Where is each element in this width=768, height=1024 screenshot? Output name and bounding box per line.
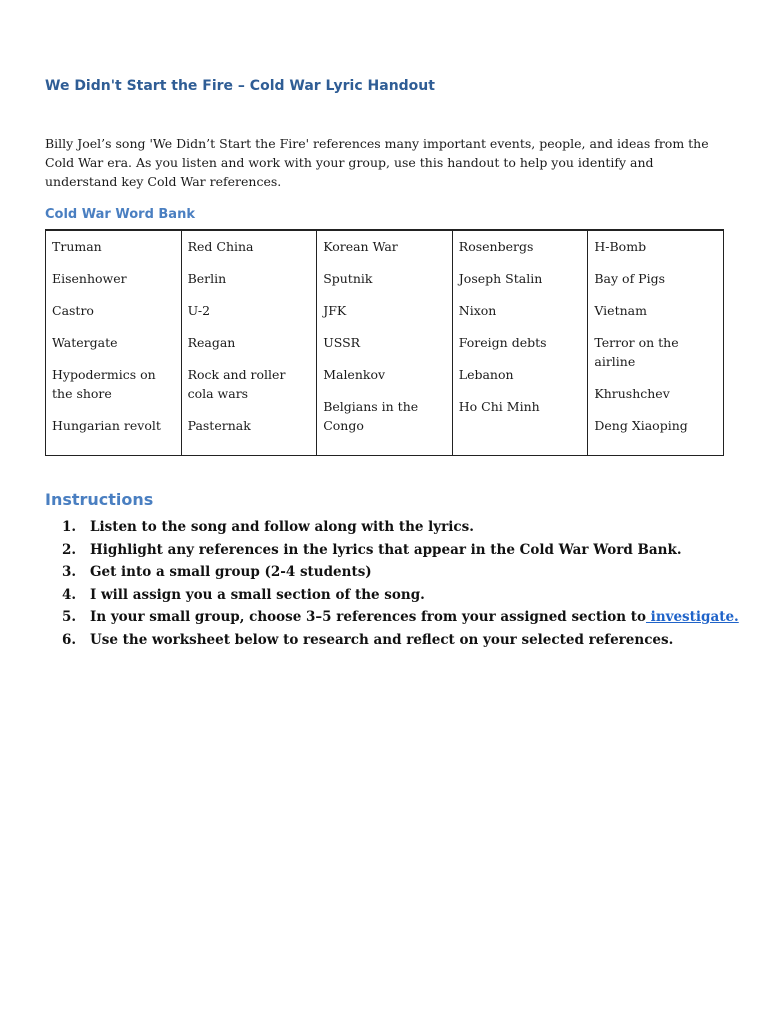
word-bank-term: Castro bbox=[52, 303, 94, 318]
word-bank-term: Malenkov bbox=[323, 367, 386, 382]
word-bank-table bbox=[45, 229, 724, 456]
word-bank-term: Eisenhower bbox=[52, 271, 127, 286]
instruction-text-body: Listen to the song and follow along with the lyrics. bbox=[90, 519, 474, 535]
word-bank-term: Hypodermics on the shore bbox=[52, 367, 156, 401]
word-bank-column bbox=[588, 230, 724, 456]
instruction-item bbox=[62, 539, 742, 562]
word-bank-heading: Cold War Word Bank bbox=[45, 207, 195, 222]
word-bank-term: Berlin bbox=[187, 271, 227, 286]
instruction-number: 6. bbox=[62, 631, 77, 648]
instruction-text bbox=[90, 606, 739, 629]
instructions-heading: Instructions bbox=[45, 490, 154, 509]
word-bank-term: Nixon bbox=[458, 303, 497, 318]
word-bank-column bbox=[317, 230, 453, 456]
word-bank-term: Pasternak bbox=[187, 418, 251, 433]
instruction-text bbox=[90, 629, 673, 652]
word-bank-term: Terror on the airline bbox=[594, 335, 679, 369]
instruction-item bbox=[62, 561, 742, 584]
instruction-text-body: In your small group, choose 3–5 references from your assigned section to bbox=[90, 609, 646, 625]
instructions-list bbox=[62, 516, 742, 651]
instruction-item bbox=[62, 629, 742, 652]
instruction-number: 5. bbox=[62, 609, 77, 625]
word-bank-term: USSR bbox=[323, 335, 361, 350]
instruction-number: 4. bbox=[62, 586, 77, 603]
word-bank-term: Lebanon bbox=[458, 367, 514, 382]
instruction-text-body: Get into a small group (2-4 students) bbox=[90, 564, 372, 580]
investigate-link[interactable]: investigate. bbox=[645, 609, 739, 625]
word-bank-term: Khrushchev bbox=[594, 386, 670, 401]
intro-paragraph: Billy Joel’s song 'We Didn’t Start the Fire' references many important events, people, and ideas from the Cold War era. As you listen and work with your group, use this handout to help you identify and understand key Cold War references. bbox=[45, 136, 709, 189]
word-bank-column bbox=[46, 230, 182, 456]
word-bank-term: Hungarian revolt bbox=[52, 418, 161, 433]
word-bank-term: Bay of Pigs bbox=[594, 271, 665, 286]
instruction-text-body: Use the worksheet below to research and reflect on your selected references. bbox=[90, 631, 674, 648]
word-bank-term: Belgians in the Congo bbox=[323, 399, 419, 433]
instruction-text bbox=[90, 584, 425, 607]
word-bank-term: Rosenbergs bbox=[458, 239, 534, 254]
word-bank-column bbox=[181, 230, 317, 456]
instruction-text bbox=[90, 561, 372, 584]
word-bank-term: Deng Xiaoping bbox=[594, 418, 688, 433]
word-bank-term: Truman bbox=[52, 239, 102, 254]
word-bank-row bbox=[46, 230, 724, 456]
word-bank-term: Sputnik bbox=[323, 271, 373, 286]
word-bank-term: Joseph Stalin bbox=[458, 271, 543, 286]
instruction-number: 2. bbox=[62, 541, 77, 558]
word-bank-term: Red China bbox=[187, 239, 254, 254]
instruction-text-body: I will assign you a small section of the song. bbox=[90, 586, 425, 603]
word-bank-term: Vietnam bbox=[594, 303, 647, 318]
instruction-text bbox=[90, 516, 474, 539]
word-bank-column bbox=[452, 230, 588, 456]
word-bank-term: JFK bbox=[323, 303, 347, 318]
instruction-item bbox=[62, 584, 742, 607]
word-bank-term: Korean War bbox=[323, 239, 398, 254]
word-bank-term: U-2 bbox=[187, 303, 211, 318]
word-bank-term: Ho Chi Minh bbox=[458, 399, 540, 414]
instruction-text-body: Highlight any references in the lyrics that appear in the Cold War Word Bank. bbox=[90, 541, 682, 558]
word-bank-term: H-Bomb bbox=[594, 239, 647, 254]
word-bank-term: Foreign debts bbox=[458, 335, 547, 350]
instruction-number: 1. bbox=[62, 519, 77, 535]
word-bank-term: Rock and roller cola wars bbox=[187, 367, 286, 401]
page-title: We Didn't Start the Fire – Cold War Lyric Handout bbox=[45, 78, 435, 94]
word-bank-term: Reagan bbox=[187, 335, 236, 350]
instruction-text bbox=[90, 539, 682, 562]
instruction-number: 3. bbox=[62, 564, 77, 580]
instruction-item bbox=[62, 606, 742, 629]
word-bank-term: Watergate bbox=[52, 335, 118, 350]
instruction-item bbox=[62, 516, 742, 539]
